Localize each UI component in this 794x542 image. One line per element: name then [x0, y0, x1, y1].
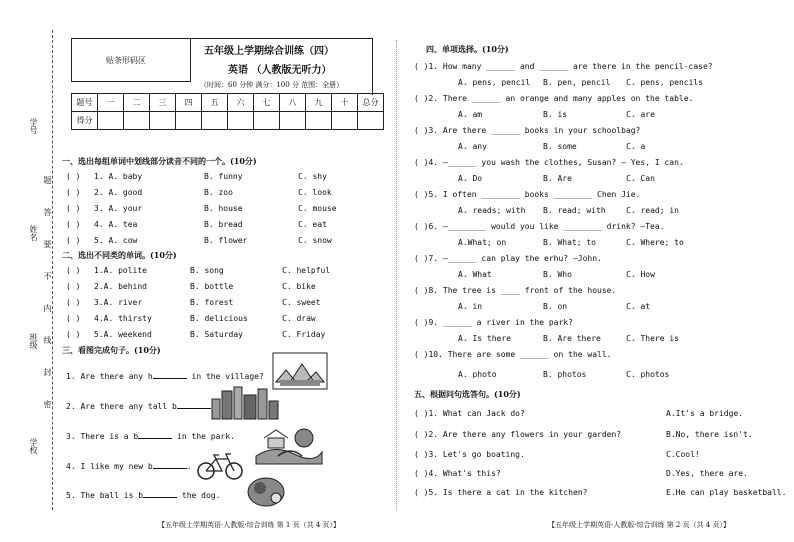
option-b[interactable]: B. Are [543, 174, 572, 183]
seal-word: 不 [43, 272, 52, 280]
sentence-post: the dog. [177, 491, 221, 500]
option-b: B. house [204, 204, 243, 213]
option-a[interactable]: A. What [458, 270, 492, 279]
sentence-pre: 5. The ball is b [66, 491, 144, 500]
answer-paren[interactable]: ( ) [66, 314, 81, 323]
answer-blank[interactable] [177, 408, 211, 409]
option-a: 2.A. behind [94, 282, 147, 291]
score-input-cell[interactable] [228, 112, 254, 130]
sentence-pre: 1. Are there any h [66, 372, 153, 381]
option-a[interactable]: A.What; on [458, 238, 507, 247]
option-b: B. bread [204, 220, 243, 229]
score-input-cell[interactable] [98, 112, 124, 130]
page-subtitle: 英语 （人教版无听力） [228, 65, 332, 76]
option-b[interactable]: B. What; to [543, 238, 596, 247]
answer-option: B.No, there isn't. [666, 430, 753, 439]
part2-heading: 二、选出不同类的单词。(10分) [62, 250, 177, 260]
option-c[interactable]: C. read; in [626, 206, 679, 215]
sentence-pre: 4. I like my new b [66, 462, 153, 471]
score-cell: 七 [254, 94, 280, 112]
seal-word: 要 [43, 240, 52, 248]
score-input-cell[interactable] [202, 112, 228, 130]
sentence-post: in the park. [172, 432, 235, 441]
part1-heading: 一、选出每组单词中划线部分读音不同的一个。(10分) [62, 156, 257, 166]
name-label: 姓名 [29, 225, 38, 241]
option-b: B. forest [190, 298, 234, 307]
score-cell: 六 [228, 94, 254, 112]
question-text: ( )3. Are there ______ books in your schoolbag? [414, 126, 641, 135]
option-c[interactable]: C. are [626, 110, 655, 119]
option-c[interactable]: C. How [626, 270, 655, 279]
sentence-pre: 3. There is a b [66, 432, 139, 441]
answer-blank[interactable] [153, 378, 187, 379]
footer-left: 【五年级上学期英语·人教版·综合训练 第 1 页（共 4 页）】 [158, 521, 340, 529]
sticker-label: 贴条形码区 [106, 56, 146, 65]
option-c[interactable]: C. There is [626, 334, 679, 343]
answer-blank[interactable] [153, 468, 187, 469]
score-cell: 题号 [72, 94, 98, 112]
score-input-cell[interactable] [254, 112, 280, 130]
option-c: C. sweet [282, 298, 321, 307]
option-b: B. Saturday [190, 330, 243, 339]
question-text: ( )6. —________ would you like ________ drink? —Tea. [414, 222, 665, 231]
tall-buildings-picture [210, 385, 280, 421]
sentence-item [66, 491, 220, 500]
option-c[interactable]: C. at [626, 302, 651, 311]
score-input-cell[interactable] [358, 112, 384, 130]
sentence-item [66, 372, 264, 381]
question-text: ( )1. What can Jack do? [414, 409, 525, 418]
seal-word: 内 [43, 304, 52, 312]
answer-paren[interactable]: ( ) [66, 298, 81, 307]
option-b[interactable]: B. photos [543, 370, 587, 379]
question-text: ( )4. What's this? [414, 469, 501, 478]
answer-option: D.Yes, there are. [666, 469, 748, 478]
question-text: ( )3. Let's go boating. [414, 450, 525, 459]
question-text: ( )9. ______ a river in the park? [414, 318, 573, 327]
option-a[interactable]: A. Do [458, 174, 483, 183]
seal-word: 线 [43, 336, 52, 344]
option-c: C. Friday [282, 330, 326, 339]
option-a[interactable]: A. reads; with [458, 206, 526, 215]
sentence-item [66, 462, 192, 471]
answer-paren[interactable]: ( ) [66, 220, 81, 229]
page-divider [396, 40, 397, 510]
answer-paren[interactable]: ( ) [66, 266, 81, 275]
sentence-post: in the village? [186, 372, 264, 381]
score-input-cell[interactable] [280, 112, 306, 130]
dog-ball-picture [244, 474, 286, 508]
option-a[interactable]: A. pens, pencil [458, 78, 531, 87]
score-cell: 五 [202, 94, 228, 112]
score-table-header-row [72, 94, 384, 112]
option-b: B. song [190, 266, 224, 275]
bike-picture [196, 451, 244, 481]
footer-right: 【五年级上学期英语·人教版·综合训练 第 2 页（共 4 页）】 [548, 521, 730, 529]
score-input-cell[interactable] [150, 112, 176, 130]
option-c: C. draw [282, 314, 316, 323]
option-b: B. flower [204, 236, 248, 245]
option-a: 5. A. cow [94, 236, 138, 245]
seal-word: 封 [43, 368, 52, 376]
option-b[interactable]: B. pen, pencil [543, 78, 611, 87]
class-label: 班级 [29, 333, 38, 349]
bridge-park-picture [254, 424, 324, 466]
question-text: ( )2. Are there any flowers in your garden? [414, 430, 622, 439]
option-b: B. zoo [204, 188, 233, 197]
option-c[interactable]: C. Can [626, 174, 655, 183]
question-text: ( )7. —______ can play the erhu? —John. [414, 254, 602, 263]
seal-line [52, 30, 53, 510]
sentence-pre: 2. Are there any tall b [66, 402, 177, 411]
option-a: 4. A. tea [94, 220, 138, 229]
sentence-post: . [186, 462, 192, 471]
school-label: 学校 [29, 438, 38, 454]
score-cell: 一 [98, 94, 124, 112]
score-cell: 总分 [358, 94, 384, 112]
option-a: 1. A. baby [94, 172, 143, 181]
option-a[interactable]: A. Is there [458, 334, 511, 343]
sentence-item [66, 402, 216, 411]
option-c[interactable]: C. Where; to [626, 238, 684, 247]
option-a[interactable]: A. any [458, 142, 487, 151]
option-b: B. funny [204, 172, 243, 181]
score-table [71, 93, 384, 130]
answer-option: A.It's a bridge. [666, 409, 744, 418]
option-c: C. eat [298, 220, 327, 229]
answer-blank[interactable] [138, 438, 172, 439]
answer-paren[interactable]: ( ) [66, 236, 81, 245]
score-cell: 四 [176, 94, 202, 112]
part4-heading: 四、单项选择。(10分) [426, 44, 509, 54]
answer-paren[interactable]: ( ) [66, 188, 81, 197]
option-b[interactable]: B. some [543, 142, 577, 151]
village-houses-picture [272, 352, 328, 390]
score-cell: 三 [150, 94, 176, 112]
score-cell: 九 [306, 94, 332, 112]
option-b[interactable]: B. is [543, 110, 568, 119]
option-a: 4.A. thirsty [94, 314, 152, 323]
option-a[interactable]: A. in [458, 302, 483, 311]
answer-paren[interactable]: ( ) [66, 204, 81, 213]
question-text: ( )5. Is there a cat in the kitchen? [414, 488, 588, 497]
answer-paren[interactable]: ( ) [66, 282, 81, 291]
option-b: B. delicious [190, 314, 248, 323]
answer-option: C.Cool! [666, 450, 700, 459]
xuehao-label: 学号 [29, 118, 38, 134]
score-table-score-row [72, 112, 384, 130]
question-text: ( )5. I often ________ books ________ Chen Jie. [414, 190, 641, 199]
score-cell: 得分 [72, 112, 98, 130]
question-text: ( )1. How many ______ and ______ are there in the pencil-case? [414, 62, 713, 71]
option-b[interactable]: B. Who [543, 270, 572, 279]
question-text: ( )2. There ______ an orange and many apples on the table. [414, 94, 694, 103]
option-c: C. shy [298, 172, 327, 181]
option-c: C. look [298, 188, 332, 197]
sentence-item [66, 432, 235, 441]
option-c[interactable]: C. pens, pencils [626, 78, 704, 87]
seal-word: 密 [43, 400, 52, 408]
score-input-cell[interactable] [332, 112, 358, 130]
part3-heading: 三、看图完成句子。(10分) [62, 345, 161, 355]
seal-word: 答 [43, 208, 52, 216]
seal-word: 题 [43, 176, 52, 184]
score-cell: 二 [124, 94, 150, 112]
option-a: 5.A. weekend [94, 330, 152, 339]
score-input-cell[interactable] [124, 112, 150, 130]
option-a: 2. A. good [94, 188, 143, 197]
answer-paren[interactable]: ( ) [66, 172, 81, 181]
question-text: ( )10. There are some ______ on the wall. [414, 350, 612, 359]
option-c[interactable]: C. photos [626, 370, 670, 379]
option-c: C. mouse [298, 204, 337, 213]
answer-blank[interactable] [143, 497, 177, 498]
question-text: ( )8. The tree is ____ front of the house. [414, 286, 617, 295]
option-a: 3.A. river [94, 298, 143, 307]
option-a[interactable]: A. photo [458, 370, 497, 379]
option-b: B. bottle [190, 282, 234, 291]
barcode-sticker-area [71, 38, 191, 82]
answer-paren[interactable]: ( ) [66, 330, 81, 339]
option-a: 1.A. polite [94, 266, 147, 275]
score-input-cell[interactable] [306, 112, 332, 130]
score-input-cell[interactable] [176, 112, 202, 130]
option-a[interactable]: A. am [458, 110, 483, 119]
page-title: 五年级上学期综合训练（四） [204, 46, 334, 57]
option-c[interactable]: C. a [626, 142, 646, 151]
option-c: C. bike [282, 282, 316, 291]
answer-option: E.He can play basketball. [666, 488, 787, 497]
option-c: C. snow [298, 236, 332, 245]
score-cell: 十 [332, 94, 358, 112]
option-c: C. helpful [282, 266, 331, 275]
option-b[interactable]: B. Are there [543, 334, 601, 343]
option-b[interactable]: B. on [543, 302, 568, 311]
option-a: 3. A. your [94, 204, 143, 213]
score-cell: 八 [280, 94, 306, 112]
question-text: ( )4. —______ you wash the clothes, Susan? — Yes, I can. [414, 158, 684, 167]
part5-heading: 五、根据问句选答句。(10分) [414, 389, 521, 399]
option-b[interactable]: B. read; with [543, 206, 606, 215]
exam-meta: （时间：60 分钟 满分：100 分 范围：全册） [200, 81, 344, 89]
